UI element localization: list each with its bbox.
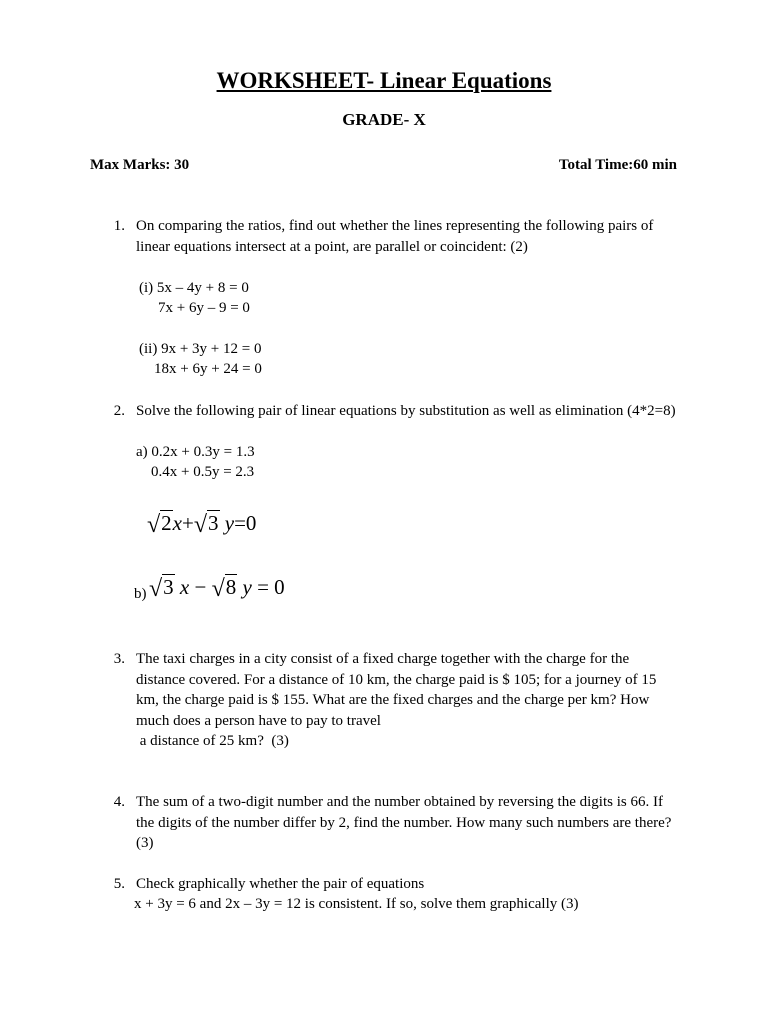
question-2-part-b-eq1: √2x+√3 y=0 bbox=[147, 511, 257, 538]
question-1-number: 1. bbox=[113, 218, 125, 234]
question-2-line-1: Solve the following pair of linear equations by substitution as well as elimination (4*2=8) bbox=[136, 403, 676, 419]
question-2-part-a-eq2: 0.4x + 0.5y = 2.3 bbox=[151, 464, 255, 480]
question-4-line-3: (3) bbox=[136, 835, 154, 851]
question-5-line-2: x + 3y = 6 and 2x – 3y = 12 is consistent. If so, solve them graphically (3) bbox=[134, 896, 579, 912]
sqrt-2: √2 bbox=[147, 511, 172, 538]
question-2-part-b-eq2: √3 x − √8 y = 0 bbox=[149, 575, 285, 602]
max-marks: Max Marks: 30 bbox=[90, 157, 190, 173]
question-2-part-b-label: b) bbox=[134, 586, 147, 602]
sqrt-3-b: √3 bbox=[149, 575, 174, 602]
question-3-line-1: The taxi charges in a city consist of a fixed charge together with the charge for the bbox=[136, 651, 630, 667]
question-4-line-1: The sum of a two-digit number and the number obtained by reversing the digits is 66. If bbox=[136, 794, 663, 810]
question-5-number: 5. bbox=[113, 876, 125, 892]
question-4-number: 4. bbox=[113, 794, 125, 810]
question-1-part-ii-eq1: (ii) 9x + 3y + 12 = 0 bbox=[139, 341, 262, 357]
question-4-line-2: the digits of the number differ by 2, find the number. How many such numbers are there? bbox=[136, 814, 672, 831]
question-3-text bbox=[136, 649, 656, 752]
question-5-line-1: Check graphically whether the pair of equations bbox=[136, 876, 425, 892]
worksheet-title: WORKSHEET- Linear Equations bbox=[216, 68, 552, 93]
question-1-text bbox=[136, 216, 653, 257]
question-4-text bbox=[136, 792, 671, 854]
question-1-part-ii-eq2: 18x + 6y + 24 = 0 bbox=[154, 361, 262, 377]
question-2-part-a-eq1: a) 0.2x + 0.3y = 1.3 bbox=[136, 444, 255, 460]
question-3-line-4: much does a person have to pay to travel bbox=[136, 712, 381, 729]
sqrt-3: √3 bbox=[193, 511, 219, 538]
question-3-line-5: a distance of 25 km? (3) bbox=[136, 733, 289, 749]
question-3-line-2: distance covered. For a distance of 10 km, the charge paid is $ 105; for a journey of 15 bbox=[136, 671, 657, 688]
question-1-part-i-eq2: 7x + 6y – 9 = 0 bbox=[158, 300, 250, 316]
question-3-line-3: km, the charge paid is $ 155. What are the fixed charges and the charge per km? How bbox=[136, 692, 650, 708]
question-3-number: 3. bbox=[113, 651, 125, 667]
question-2-number: 2. bbox=[113, 403, 125, 419]
sqrt-8: √8 bbox=[211, 575, 237, 602]
question-1-line-2: linear equations intersect at a point, are parallel or coincident: (2) bbox=[136, 238, 528, 255]
grade-label: GRADE- X bbox=[342, 110, 426, 129]
question-1-part-i-eq1: (i) 5x – 4y + 8 = 0 bbox=[139, 280, 249, 296]
question-1-line-1: On comparing the ratios, find out whether the lines representing the following pairs of bbox=[136, 218, 654, 234]
total-time: Total Time:60 min bbox=[558, 157, 677, 173]
